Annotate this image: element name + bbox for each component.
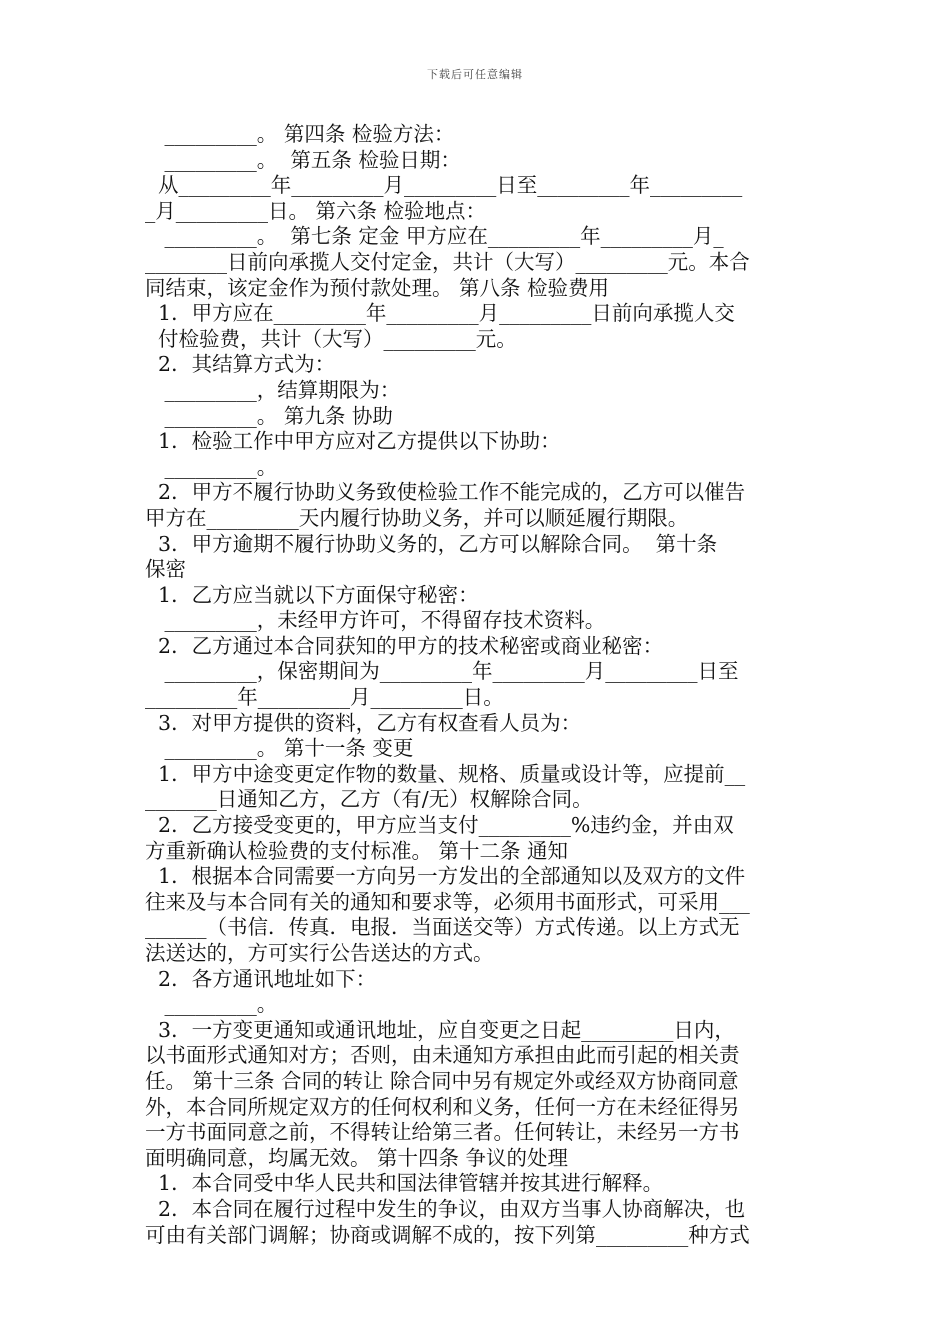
text-line: 保密 xyxy=(145,557,186,582)
text-line: _________，结算期限为： xyxy=(145,377,401,402)
text-line: _______日通知乙方，乙方（有/无）权解除合同。 xyxy=(145,787,593,812)
text-line: _________。 第五条 检验日期： xyxy=(145,147,461,172)
text-line: 往来及与本合同有关的通知和要求等，必须用书面形式，可采用___ xyxy=(145,889,750,914)
text-line: _________。 第九条 协助 xyxy=(145,403,393,428)
text-line: ______（书信．传真．电报．当面送交等）方式传递。以上方式无 xyxy=(145,915,740,940)
text-line: 可由有关部门调解；协商或调解不成的，按下列第_________种方式 xyxy=(145,1222,750,1247)
text-line: 一方书面同意之前，不得转让给第三者。任何转让，未经另一方书 xyxy=(145,1120,740,1145)
text-line: _月_________日。 第六条 检验地点： xyxy=(145,198,487,223)
text-line: 3．甲方逾期不履行协助义务的，乙方可以解除合同。 第十条 xyxy=(145,531,718,556)
text-line: 2．本合同在履行过程中发生的争议，由双方当事人协商解决，也 xyxy=(145,1196,746,1221)
text-line: _________年_________月_________日。 xyxy=(145,685,504,710)
text-line: _________。 第十一条 变更 xyxy=(145,736,414,761)
text-line: _________。 xyxy=(145,454,278,479)
text-line: _________。 xyxy=(145,992,278,1017)
text-line: 2．其结算方式为： xyxy=(145,352,336,377)
text-line: 方重新确认检验费的支付标准。 第十二条 通知 xyxy=(145,838,569,863)
text-line: 甲方在_________天内履行协助义务，并可以顺延履行期限。 xyxy=(145,505,689,530)
text-line: 付检验费，共计（大写）_________元。 xyxy=(145,326,517,351)
text-line: 法送达的，方可实行公告送达的方式。 xyxy=(145,941,494,965)
text-line: 面明确同意，均属无效。 第十四条 争议的处理 xyxy=(145,1145,569,1170)
text-line: 以书面形式通知对方；否则，由未通知方承担由此而引起的相关责 xyxy=(145,1043,740,1068)
text-line: 1．本合同受中华人民共和国法律管辖并按其进行解释。 xyxy=(145,1171,664,1196)
text-line: 从_________年_________月_________日至_________年_________ xyxy=(145,173,743,198)
text-line: 2．甲方不履行协助义务致使检验工作不能完成的，乙方可以催告 xyxy=(145,480,746,505)
page-header: 下载后可任意编辑 xyxy=(427,68,523,81)
text-line: 2．各方通讯地址如下： xyxy=(145,966,377,991)
text-line: 1．乙方应当就以下方面保守秘密： xyxy=(145,582,479,607)
text-line: ________日前向承揽人交付定金，共计（大写）_________元。本合 xyxy=(145,249,750,274)
text-line: _________，未经甲方许可，不得留存技术资料。 xyxy=(145,608,606,633)
contract-body xyxy=(145,122,810,1248)
text-line: 2．乙方通过本合同获知的甲方的技术秘密或商业秘密： xyxy=(145,633,664,658)
text-line: _________，保密期间为_________年_________月_________日至 xyxy=(145,659,739,684)
text-line: 1．检验工作中甲方应对乙方提供以下协助： xyxy=(145,429,561,454)
text-line: 同结束，该定金作为预付款处理。 第八条 检验费用 xyxy=(145,275,610,300)
text-line: 3．一方变更通知或通讯地址，应自变更之日起_________日内， xyxy=(145,1017,735,1042)
text-line: 任。 第十三条 合同的转让 除合同中另有规定外或经双方协商同意 xyxy=(145,1068,739,1093)
text-line: 1．甲方中途变更定作物的数量、规格、质量或设计等，应提前__ xyxy=(145,761,746,786)
text-line: 外，本合同所规定双方的任何权利和义务，任何一方在未经征得另 xyxy=(145,1094,740,1119)
text-line: 3．对甲方提供的资料，乙方有权查看人员为： xyxy=(145,710,582,735)
text-line: 2．乙方接受变更的，甲方应当支付_________%违约金，并由双 xyxy=(145,813,734,838)
text-line: 1．甲方应在_________年_________月_________日前向承揽人交 xyxy=(145,301,735,326)
text-line: _________。 第七条 定金 甲方应在_________年_________月_ xyxy=(145,224,724,249)
text-line: _________。 第四条 检验方法： xyxy=(145,122,455,146)
text-line: 1．根据本合同需要一方向另一方发出的全部通知以及双方的文件 xyxy=(145,864,746,889)
